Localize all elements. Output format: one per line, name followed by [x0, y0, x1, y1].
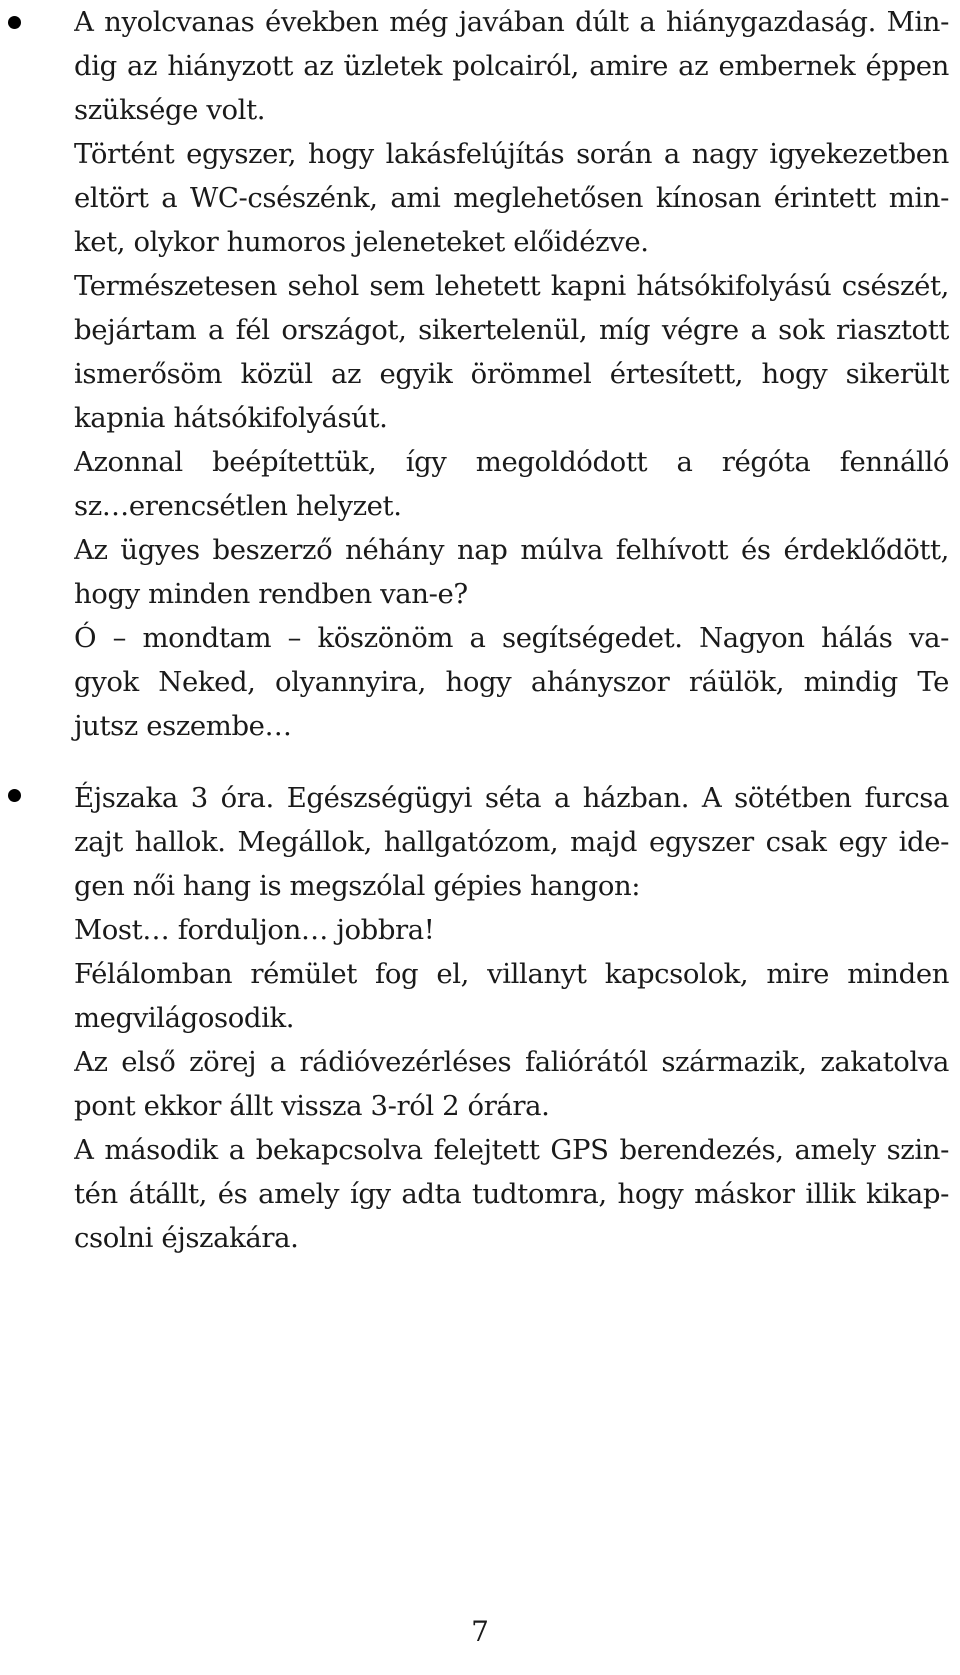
text-line: szüksége volt. [74, 94, 266, 126]
text-line: kapnia hátsókifolyásút. [74, 402, 388, 434]
anecdote-text [74, 0, 949, 748]
text-line: Az első zörej a rádióvezérléses faliórától származik, zakatolva [74, 1046, 949, 1078]
text-line: ket, olykor humoros jeleneteket előidézve. [74, 226, 649, 258]
text-line: Természetesen sehol sem lehetett kapni hátsókifolyású csészét, [74, 270, 949, 302]
text-line: Azonnal beépítettük, így megoldódott a régóta fennálló [74, 446, 949, 478]
text-line: gen női hang is megszólal gépies hangon: [74, 870, 641, 902]
text-line: ismerősöm közül az egyik örömmel értesített, hogy sikerült [74, 358, 949, 390]
text-line: Történt egyszer, hogy lakásfelújítás során a nagy igyekezetben [74, 138, 949, 170]
text-line: zajt hallok. Megállok, hallgatózom, majd egyszer csak egy ide- [74, 826, 949, 858]
text-line: bejártam a fél országot, sikertelenül, míg végre a sok riasztott [74, 314, 949, 346]
bullet-point [8, 789, 21, 802]
text-line: Most… forduljon… jobbra! [74, 914, 435, 946]
text-line: csolni éjszakára. [74, 1222, 299, 1254]
anecdote-text [74, 776, 949, 1260]
text-line: megvilágosodik. [74, 1002, 295, 1034]
text-line: Félálomban rémület fog el, villanyt kapcsolok, mire minden [74, 958, 949, 990]
bullet-point [8, 16, 21, 29]
text-line: pont ekkor állt vissza 3-ról 2 órára. [74, 1090, 550, 1122]
text-line: dig az hiányzott az üzletek polcairól, amire az embernek éppen [74, 50, 949, 82]
text-line: tén átállt, és amely így adta tudtomra, hogy máskor illik kikap- [74, 1178, 949, 1210]
text-line: A nyolcvanas években még javában dúlt a hiánygazdaság. Min- [74, 6, 949, 38]
page-number: 7 [471, 1615, 489, 1648]
text-line: jutsz eszembe… [74, 710, 292, 742]
text-line: eltört a WC-csészénk, ami meglehetősen kínosan érintett min- [74, 182, 949, 214]
text-line: gyok Neked, olyannyira, hogy ahányszor ráülök, mindig Te [74, 666, 949, 698]
text-line: Az ügyes beszerző néhány nap múlva felhívott és érdeklődött, [74, 534, 949, 566]
text-line: Éjszaka 3 óra. Egészségügyi séta a házban. A sötétben furcsa [74, 782, 949, 814]
text-line: A második a bekapcsolva felejtett GPS berendezés, amely szin- [74, 1134, 949, 1166]
text-line: hogy minden rendben van-e? [74, 578, 468, 610]
text-line: sz…erencsétlen helyzet. [74, 490, 402, 522]
text-line: Ó – mondtam – köszönöm a segítségedet. Nagyon hálás va- [74, 622, 949, 654]
